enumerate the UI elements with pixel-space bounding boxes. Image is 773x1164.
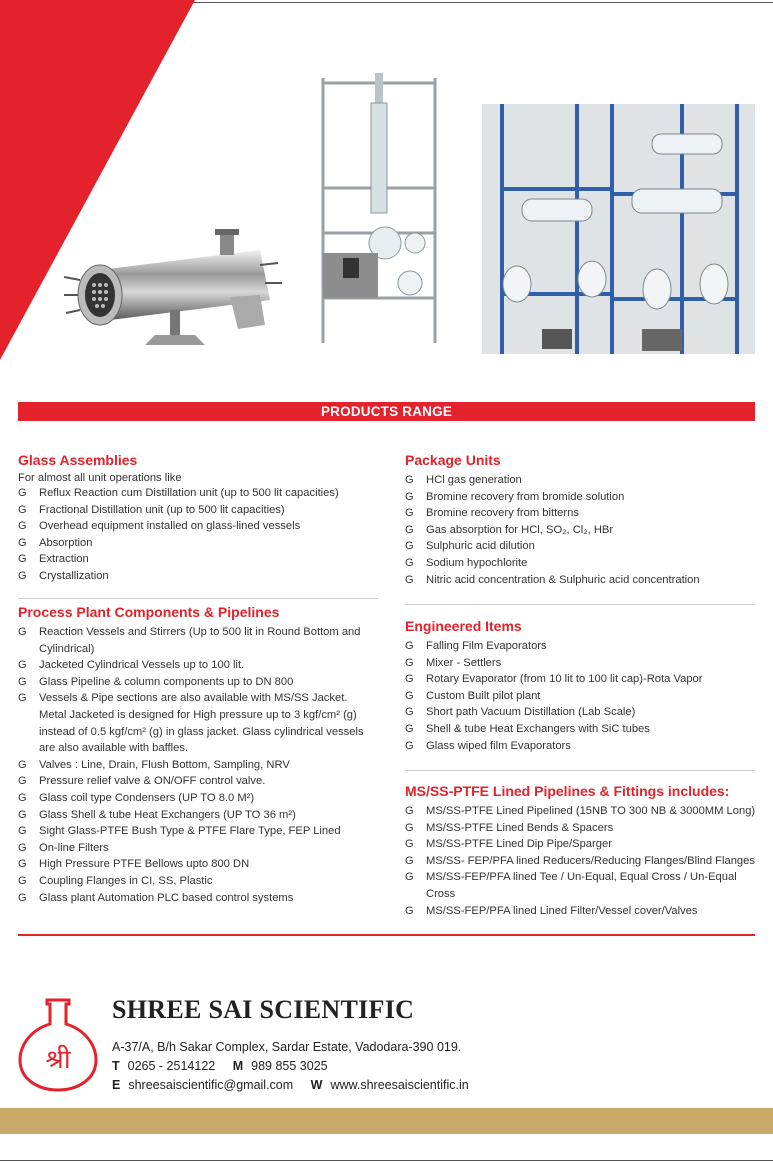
list-item-text: High Pressure PTFE Bellows upto 800 DN — [39, 858, 250, 871]
section-title: Glass Assemblies — [18, 452, 138, 468]
bullet-glyph: G — [18, 825, 27, 838]
bullet-glyph: G — [18, 520, 27, 533]
svg-text:श्री: श्री — [45, 1045, 71, 1075]
bullet-glyph: G — [18, 487, 27, 499]
bullet-glyph: G — [405, 507, 414, 520]
list-item-text: Glass plant Automation PLC based control systems — [39, 891, 294, 904]
bullet-glyph: G — [405, 573, 414, 586]
mobile-label: M — [232, 1059, 244, 1073]
list-item-text: Custom Built pilot plant — [426, 689, 541, 702]
list-item-text: Valves : Line, Drain, Flush Bottom, Sampling, NRV — [39, 758, 290, 771]
item-list — [405, 472, 760, 588]
list-item — [405, 489, 760, 506]
list-item — [18, 790, 376, 807]
bullet-glyph: G — [405, 722, 414, 735]
bullet-glyph: G — [18, 858, 27, 871]
bullet-glyph: G — [405, 540, 414, 553]
web-label: W — [310, 1078, 323, 1092]
list-item-text: Fractional Distillation unit (up to 500 lit capacities) — [39, 503, 285, 516]
phone-label: T — [112, 1059, 120, 1073]
section-divider — [18, 598, 378, 599]
bullet-glyph: G — [405, 474, 414, 486]
list-item-text: Gas absorption for HCl, SO₂, Cl₂, HBr — [426, 523, 614, 536]
list-item — [405, 638, 760, 655]
list-item — [405, 820, 765, 837]
ptfe-lined-section — [405, 783, 765, 919]
list-item-text: Short path Vacuum Distillation (Lab Scale) — [426, 706, 636, 719]
list-item — [18, 657, 376, 674]
list-item — [18, 568, 378, 585]
list-item — [405, 671, 760, 688]
list-item — [405, 704, 760, 721]
mobile-number: 989 855 3025 — [251, 1059, 328, 1073]
list-item — [18, 624, 376, 657]
list-item-text: Crystallization — [39, 569, 109, 582]
item-list — [405, 803, 765, 919]
list-item-text: Glass Pipeline & column components up to DN 800 — [39, 675, 294, 688]
item-list — [405, 638, 760, 754]
bullet-glyph: G — [405, 821, 414, 834]
list-item — [18, 690, 376, 756]
list-item — [405, 472, 760, 489]
bullet-glyph: G — [405, 838, 414, 851]
list-item-text: On-line Filters — [39, 841, 109, 854]
list-item — [18, 674, 376, 691]
item-list — [18, 485, 378, 585]
bullet-glyph: G — [18, 808, 27, 821]
list-item — [18, 773, 376, 790]
list-item — [18, 485, 378, 502]
list-item-text: Glass wiped film Evaporators — [426, 739, 571, 752]
distillation-column-photo — [315, 68, 445, 348]
right-column-mid — [405, 618, 760, 754]
bullet-glyph: G — [405, 739, 414, 752]
list-item-text: Glass coil type Condensers (UP TO 8.0 M²) — [39, 791, 255, 804]
bullet-glyph: G — [405, 706, 414, 719]
list-item-text: MS/SS- FEP/PFA lined Reducers/Reducing Flanges/Blind Flanges — [426, 854, 755, 867]
engineered-items-section — [405, 618, 760, 754]
bullet-glyph: G — [18, 791, 27, 804]
list-item-text: Absorption — [39, 536, 93, 549]
list-item-text: Pressure relief valve & ON/OFF control valve. — [39, 775, 266, 788]
list-item — [405, 538, 760, 555]
list-item-text: Falling Film Evaporators — [426, 640, 547, 652]
list-item — [18, 551, 378, 568]
list-item — [405, 853, 765, 870]
address: A-37/A, B/h Sakar Complex, Sardar Estate, Vadodara-390 019. — [112, 1040, 462, 1054]
section-title: Engineered Items — [405, 618, 522, 634]
package-units-section — [405, 452, 760, 588]
glass-assemblies-section — [18, 452, 378, 585]
bullet-glyph: G — [405, 556, 414, 569]
list-item — [18, 807, 376, 824]
bullet-glyph: G — [18, 675, 27, 688]
bullet-glyph: G — [18, 874, 27, 887]
bottom-border — [0, 1160, 773, 1161]
footer-gold-bar — [0, 1108, 773, 1134]
list-item — [18, 823, 376, 840]
bullet-glyph: G — [18, 503, 27, 516]
list-item — [405, 655, 760, 672]
email-row — [112, 1078, 469, 1092]
list-item — [405, 803, 765, 820]
bullet-glyph: G — [405, 805, 414, 817]
bullet-glyph: G — [18, 536, 27, 549]
list-item — [405, 721, 760, 738]
list-item-text: MS/SS-FEP/PFA lined Lined Filter/Vessel cover/Valves — [426, 904, 698, 917]
flask-logo-icon — [14, 996, 102, 1092]
company-name: SHREE SAI SCIENTIFIC — [112, 995, 415, 1024]
website-link[interactable]: www.shreesaiscientific.in — [330, 1078, 469, 1092]
list-item — [405, 522, 760, 539]
bullet-glyph: G — [405, 673, 414, 686]
list-item — [18, 873, 376, 890]
list-item-text: MS/SS-PTFE Lined Dip Pipe/Sparger — [426, 838, 612, 851]
list-item-text: Reflux Reaction cum Distillation unit (up to 500 lit capacities) — [39, 487, 339, 499]
email-label: E — [112, 1078, 121, 1092]
section-divider — [405, 770, 755, 771]
list-item-text: Sulphuric acid dilution — [426, 540, 535, 553]
bullet-glyph: G — [405, 871, 414, 884]
right-column-lower — [405, 783, 765, 919]
left-column-lower — [18, 604, 376, 906]
list-item — [18, 840, 376, 857]
bullet-glyph: G — [405, 523, 414, 536]
list-item — [405, 836, 765, 853]
list-item-text: Coupling Flanges in CI, SS, Plastic — [39, 874, 213, 887]
list-item — [405, 869, 765, 902]
list-item — [18, 502, 378, 519]
bullet-glyph: G — [18, 553, 27, 566]
list-item-text: MS/SS-PTFE Lined Pipelined (15NB TO 300 NB & 3000MM Long) — [426, 805, 756, 817]
email-link[interactable]: shreesaiscientific@gmail.com — [128, 1078, 294, 1092]
footer-divider — [18, 934, 755, 936]
list-item — [405, 572, 760, 589]
list-item-text: Extraction — [39, 553, 89, 566]
list-item-text: Reaction Vessels and Stirrers (Up to 500 lit in Round Bottom and Cylindrical) — [39, 626, 361, 655]
section-title: Package Units — [405, 452, 501, 468]
bullet-glyph: G — [405, 689, 414, 702]
pilot-plant-photo — [482, 104, 755, 354]
bullet-glyph: G — [18, 775, 27, 788]
bullet-glyph: G — [18, 569, 27, 582]
section-divider — [405, 604, 755, 605]
list-item — [405, 688, 760, 705]
list-item-text: MS/SS-FEP/PFA lined Tee / Un-Equal, Equal Cross / Un-Equal Cross — [426, 871, 737, 900]
list-item — [18, 757, 376, 774]
list-item-text: Bromine recovery from bitterns — [426, 507, 579, 520]
heat-exchanger-photo — [60, 225, 285, 350]
list-item — [18, 518, 378, 535]
item-list — [18, 624, 376, 906]
list-item — [405, 738, 760, 755]
list-item-text: Mixer - Settlers — [426, 656, 502, 669]
list-item — [18, 890, 376, 907]
list-item-text: Rotary Evaporator (from 10 lit to 100 lit cap)-Rota Vapor — [426, 673, 703, 686]
list-item-text: HCl gas generation — [426, 474, 522, 486]
bullet-glyph: G — [405, 854, 414, 867]
section-title: Process Plant Components & Pipelines — [18, 604, 280, 620]
list-item — [405, 903, 765, 920]
process-plant-section — [18, 604, 376, 906]
list-item — [405, 555, 760, 572]
bullet-glyph: G — [405, 490, 414, 503]
section-title: MS/SS-PTFE Lined Pipelines & Fittings includes: — [405, 783, 730, 799]
bullet-glyph: G — [18, 758, 27, 771]
list-item-text: Bromine recovery from bromide solution — [426, 490, 625, 503]
bullet-glyph: G — [18, 626, 27, 638]
phone-number: 0265 - 2514122 — [127, 1059, 216, 1073]
bullet-glyph: G — [18, 659, 27, 672]
list-item-text: Overhead equipment installed on glass-lined vessels — [39, 520, 301, 533]
bullet-glyph: G — [18, 891, 27, 904]
bullet-glyph: G — [405, 656, 414, 669]
left-column — [18, 452, 378, 585]
list-item-text: Nitric acid concentration & Sulphuric acid concentration — [426, 573, 700, 586]
list-item-text: Jacketed Cylindrical Vessels up to 100 lit. — [39, 659, 245, 672]
list-item-text: Shell & tube Heat Exchangers with SiC tubes — [426, 722, 650, 735]
list-item-text: Glass Shell & tube Heat Exchangers (UP TO 36 m²) — [39, 808, 296, 821]
list-item — [405, 505, 760, 522]
products-range-banner: PRODUCTS RANGE — [18, 402, 755, 421]
list-item-text: Vessels & Pipe sections are also available with MS/SS Jacket. Metal Jacketed is designed for High pressure up to 3 kgf/cm² (g) instead of 0.5 kgf/cm² (g) in glass jacket. Glass cylindrical vessels are also available with baffles. — [39, 692, 364, 755]
section-intro: For almost all unit operations like — [18, 472, 182, 484]
list-item-text: MS/SS-PTFE Lined Bends & Spacers — [426, 821, 614, 834]
bullet-glyph: G — [18, 692, 27, 705]
bullet-glyph: G — [18, 841, 27, 854]
list-item — [18, 535, 378, 552]
list-item-text: Sight Glass-PTFE Bush Type & PTFE Flare Type, FEP Lined — [39, 825, 341, 838]
list-item-text: Sodium hypochlorite — [426, 556, 528, 569]
right-column — [405, 452, 760, 588]
list-item — [18, 856, 376, 873]
bullet-glyph: G — [405, 904, 414, 917]
bullet-glyph: G — [405, 640, 414, 652]
phone-row — [112, 1059, 328, 1073]
